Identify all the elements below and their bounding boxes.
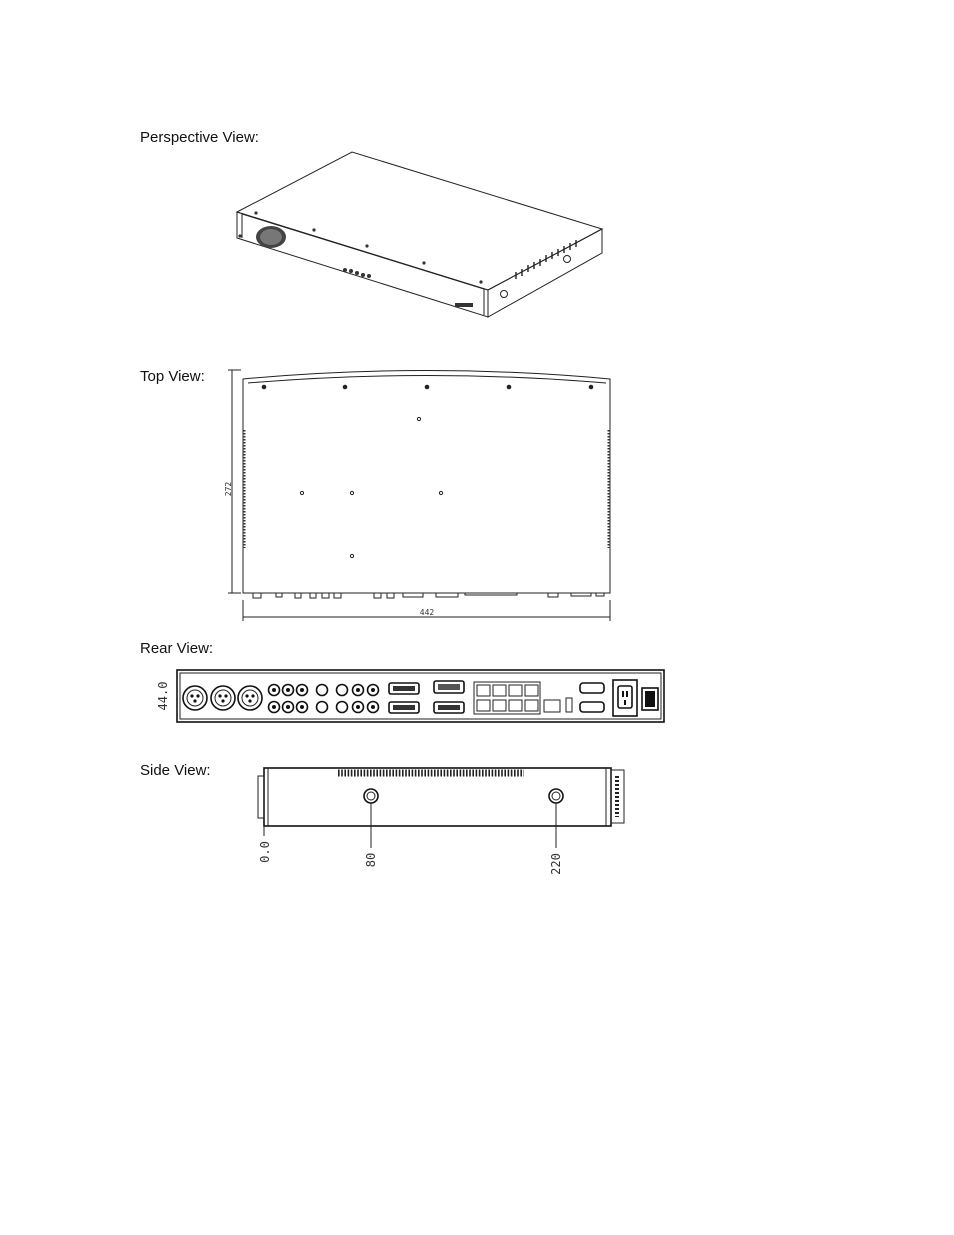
top-width-dimension: 442 [419, 608, 435, 617]
top-height-dimension: 272 [224, 481, 233, 497]
rear-view-label: Rear View: [140, 640, 214, 657]
mount-hole-icon [364, 789, 563, 803]
perspective-view-label: Perspective View: [140, 129, 259, 146]
rear-height-dimension: 44.0 [156, 681, 170, 711]
side-80-dimension: 80 [364, 852, 378, 868]
top-view-label: Top View: [140, 368, 205, 385]
side-220-dimension: 220 [549, 853, 563, 875]
side-origin-dimension: 0.0 [258, 841, 272, 863]
side-view-label: Side View: [140, 762, 211, 779]
